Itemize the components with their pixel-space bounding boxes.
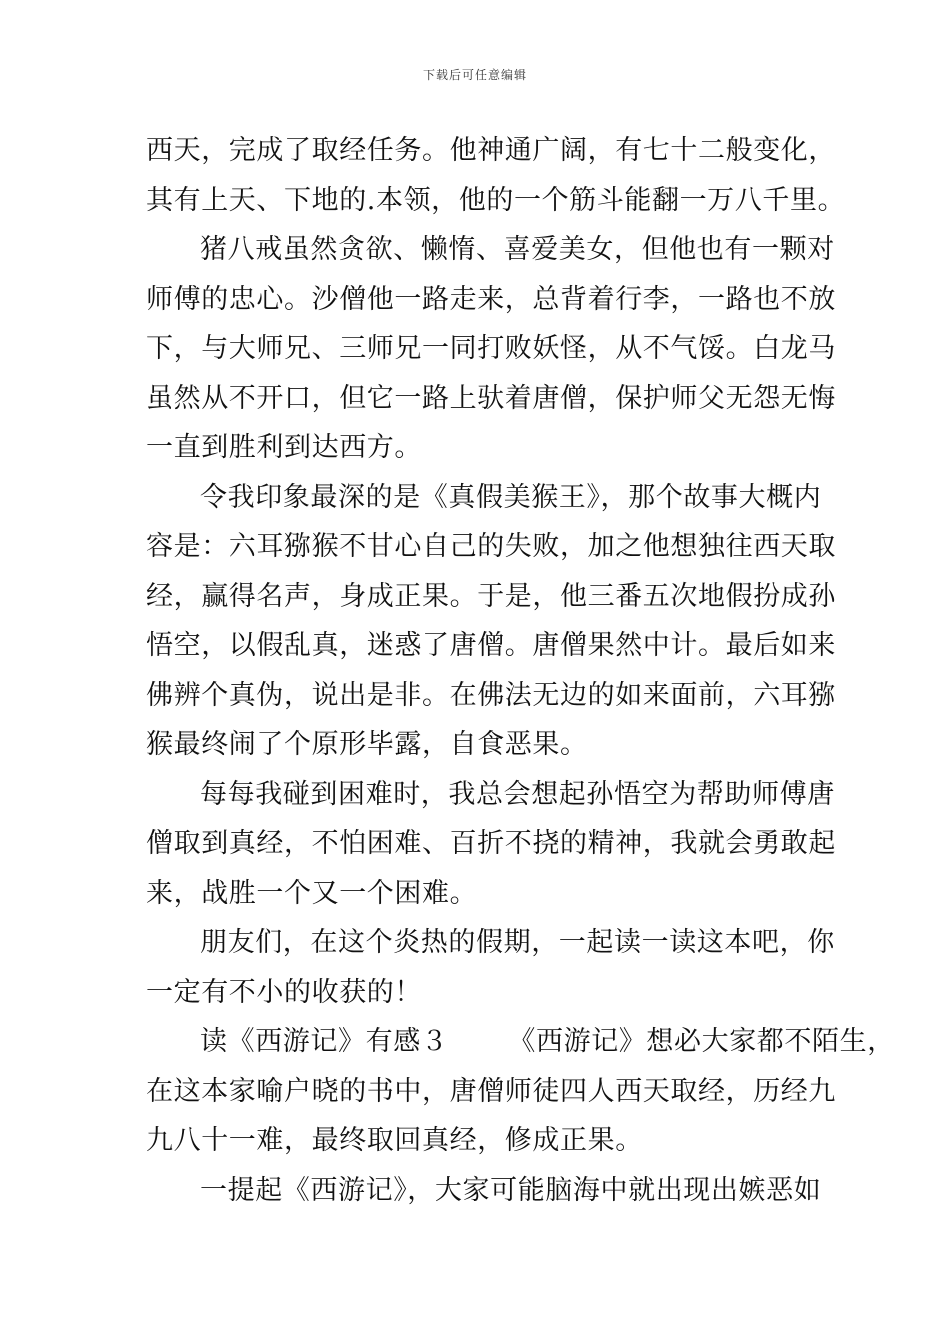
text-line: 虽然从不开口，但它一路上驮着唐僧，保护师父无怨无悔 <box>146 382 836 414</box>
text-line: 悟空，以假乱真，迷惑了唐僧。唐僧果然中计。最后如来 <box>146 630 836 661</box>
text-line: 一直到胜利到达西方。 <box>146 432 422 463</box>
text-line: 下，与大师兄、三师兄一同打败妖怪，从不气馁。白龙马 <box>146 333 836 364</box>
text-line: 一定有不小的收获的！ <box>146 976 422 1008</box>
paragraph-start-line: 每每我碰到困难时，我总会想起孙悟空为帮助师傅唐 <box>200 778 835 810</box>
text-line: 佛辨个真伪，说出是非。在佛法无边的如来面前，六耳猕 <box>146 679 836 711</box>
text-line: 僧取到真经，不怕困难、百折不挠的精神，我就会勇敢起 <box>146 828 836 859</box>
paragraph-start-line: 一提起《西游记》，大家可能脑海中就出现出嫉恶如 <box>200 1174 822 1206</box>
paragraph-start-line: 朋友们，在这个炎热的假期，一起读一读这本吧，你 <box>200 927 835 958</box>
section-title: 读《西游记》有感３ <box>200 1026 449 1057</box>
text-line: 来，战胜一个又一个困难。 <box>146 877 478 909</box>
text-line: 西天，完成了取经任务。他神通广阔，有七十二般变化， <box>146 135 836 166</box>
paragraph-start-line: 猪八戒虽然贪欲、懒惰、喜爱美女，但他也有一颗对 <box>200 234 835 265</box>
text-line: 猴最终闹了个原形毕露，自食恶果。 <box>146 729 588 760</box>
text-line: 容是：六耳猕猴不甘心自己的失败，加之他想独往西天取 <box>146 531 836 562</box>
document-body <box>146 126 895 1215</box>
section-intro-text: 《西游记》想必大家都不陌生， <box>508 1026 895 1057</box>
page-header: 下载后可任意编辑 <box>422 68 527 82</box>
text-line: 九八十一难，最终取回真经，修成正果。 <box>146 1125 643 1156</box>
text-line: 经，赢得名声，身成正果。于是，他三番五次地假扮成孙 <box>146 580 836 612</box>
text-line: 在这本家喻户晓的书中，唐僧师徒四人西天取经，历经九 <box>146 1075 836 1107</box>
text-line: 其有上天、下地的.本领，他的一个筋斗能翻一万八千里。 <box>146 184 846 216</box>
text-line: 师傅的忠心。沙僧他一路走来，总背着行李，一路也不放 <box>146 283 836 315</box>
section-title-line <box>146 1017 895 1067</box>
paragraph-start-line: 令我印象最深的是《真假美猴王》，那个故事大概内 <box>200 481 822 513</box>
